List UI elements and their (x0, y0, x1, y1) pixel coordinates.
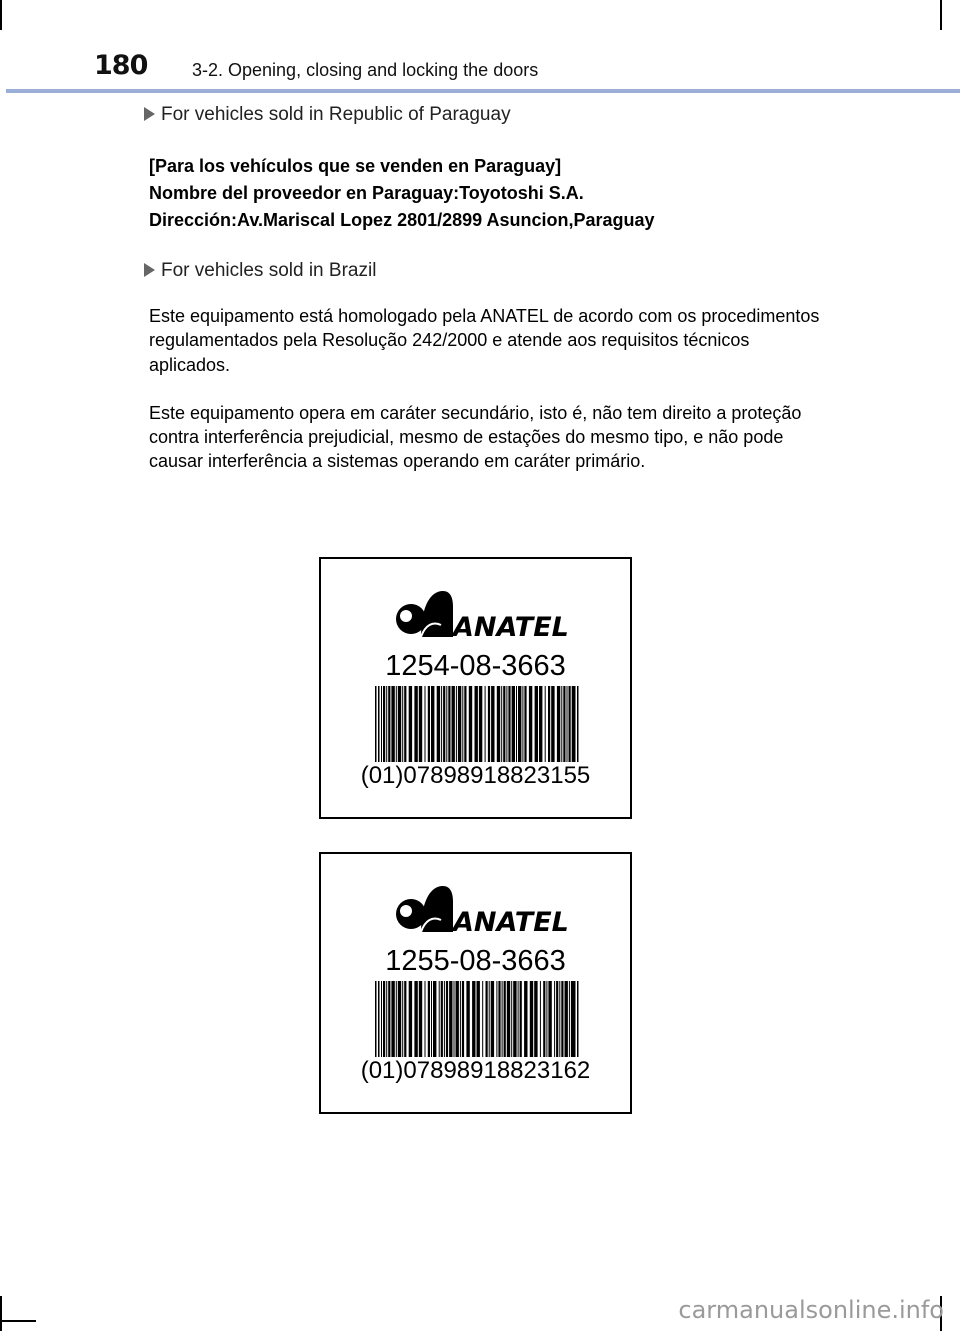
barcode-icon (375, 981, 580, 1057)
page-number: 180 (94, 50, 148, 81)
paraguay-line: Nombre del proveedor en Paraguay:Toyotoshi S.A. (149, 183, 584, 203)
anatel-logo-icon (391, 880, 571, 936)
logo-text: ANATEL (453, 907, 569, 936)
brazil-paragraph: Este equipamento opera em caráter secundário, isto é, não tem direito a proteção contra interferência prejudicial, mesmo de estações do mesmo tipo, e não pode causar interferência a sistemas operando em caráter primário. (149, 402, 802, 472)
crop-mark-bottom-left-h (0, 1320, 36, 1322)
brazil-bullet-text: For vehicles sold in Brazil (161, 260, 377, 281)
paraguay-line: [Para los vehículos que se venden en Paraguay] (149, 156, 562, 176)
brazil-paragraph: Este equipamento está homologado pela ANATEL de acordo com os procedimentos regulamentados pela Resolução 242/2000 e atende aos requisitos técnicos aplicados. (149, 306, 820, 375)
triangle-bullet-icon (144, 263, 155, 277)
barcode-icon (375, 686, 580, 762)
homologation-number: 1255-08-3663 (385, 945, 566, 977)
logo-text: ANATEL (453, 612, 569, 641)
triangle-bullet-icon (144, 107, 155, 121)
header-divider (6, 89, 960, 93)
brazil-notice (149, 304, 829, 498)
paraguay-bullet-text: For vehicles sold in Republic of Paraguay (161, 104, 511, 125)
paraguay-bullet (144, 104, 511, 126)
barcode-text: (01)07898918823155 (360, 762, 591, 789)
homologation-number: 1254-08-3663 (385, 650, 566, 682)
paraguay-line: Dirección:Av.Mariscal Lopez 2801/2899 Asuncion,Paraguay (149, 210, 655, 230)
section-title: 3-2. Opening, closing and locking the doors (192, 60, 539, 80)
anatel-label-1 (319, 557, 632, 819)
brazil-bullet (144, 260, 376, 282)
crop-mark-bottom-left (0, 1296, 2, 1331)
page-header (0, 0, 960, 95)
anatel-label-2 (319, 852, 632, 1114)
barcode-text: (01)07898918823162 (360, 1057, 591, 1084)
paraguay-notice (149, 153, 655, 234)
anatel-logo-icon (391, 585, 571, 641)
watermark: carmanualsonline.info (678, 1296, 944, 1324)
